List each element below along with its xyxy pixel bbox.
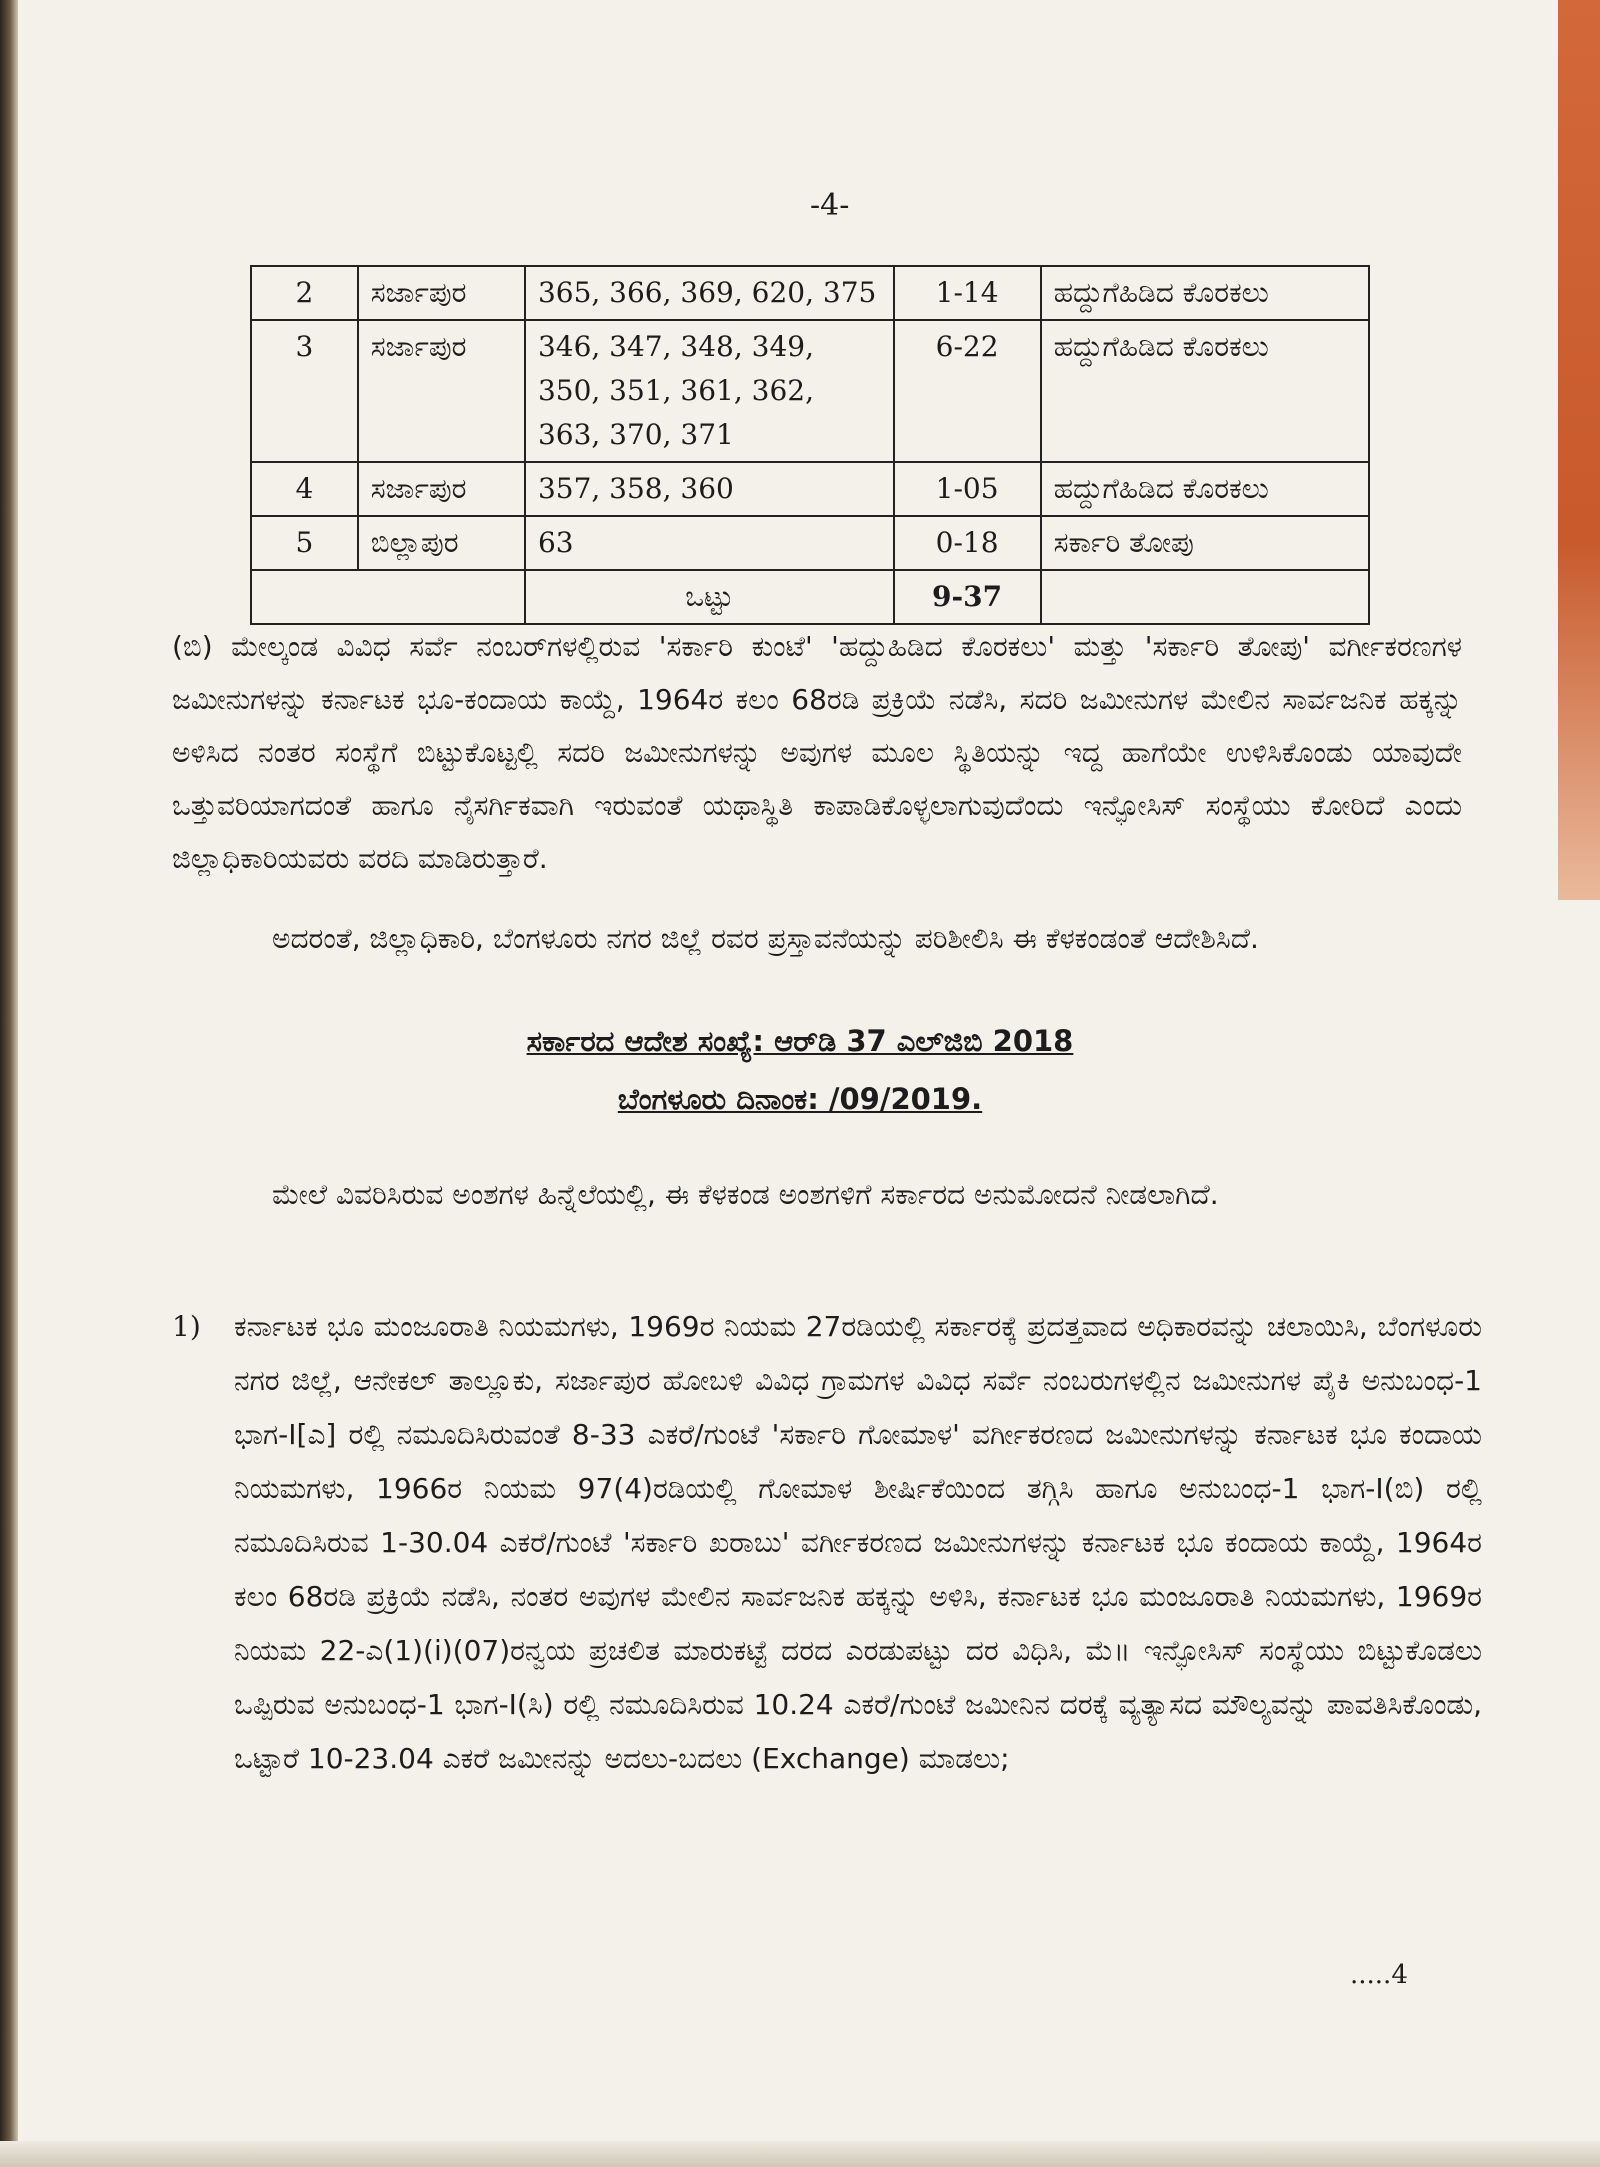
land-classification: ಸರ್ಕಾರಿ ತೋಪು bbox=[1041, 516, 1369, 570]
land-classification: ಹದ್ದುಗೆಹಿಡಿದ ಕೊರಕಲು bbox=[1041, 320, 1369, 462]
order-heading: ಸರ್ಕಾರದ ಆದೇಶ ಸಂಖ್ಯೆ: ಆರ್‌ಡಿ 37 ಎಲ್‌ಜಿಬಿ 2018 bbox=[526, 1024, 1074, 1058]
order-item-1 bbox=[172, 1300, 1482, 1786]
village-name: ಸರ್ಜಾಪುರ bbox=[358, 462, 525, 516]
village-name: ಸರ್ಜಾಪುರ bbox=[358, 266, 525, 320]
table-row bbox=[251, 320, 1369, 462]
continuation-marker: .....4 bbox=[1350, 1960, 1408, 1990]
table-row bbox=[251, 462, 1369, 516]
order-item-marker: 1) bbox=[172, 1310, 201, 1343]
order-item-text: ಕರ್ನಾಟಕ ಭೂ ಮಂಜೂರಾತಿ ನಿಯಮಗಳು, 1969ರ ನಿಯಮ 27ರಡಿಯಲ್ಲಿ ಸರ್ಕಾರಕ್ಕೆ ಪ್ರದತ್ತವಾದ ಅಧಿಕಾರವನ್ನು ಚಲಾಯಿಸಿ, ಬೆಂಗಳೂರು ನಗರ ಜಿಲ್ಲೆ, ಆನೇಕಲ್ ತಾಲ್ಲೂಕು, ಸರ್ಜಾಪುರ ಹೋಬಳಿ ವಿವಿಧ ಗ್ರಾಮಗಳ ವಿವಿಧ ಸರ್ವೆ ನಂಬರುಗಳಲ್ಲಿನ ಜಮೀನುಗಳ ಪೈಕಿ ಅನುಬಂಧ-1 ಭಾಗ-I[ಎ] ರಲ್ಲಿ ನಮೂದಿಸಿರುವಂತೆ 8-33 ಎಕರೆ/ಗುಂಟೆ 'ಸರ್ಕಾರಿ ಗೋಮಾಳ' ವರ್ಗೀಕರಣದ ಜಮೀನುಗಳನ್ನು ಕರ್ನಾಟಕ ಭೂ ಕಂದಾಯ ನಿಯಮಗಳು, 1966ರ ನಿಯಮ 97(4)ರಡಿಯಲ್ಲಿ ಗೋಮಾಳ ಶೀರ್ಷಿಕೆಯಿಂದ ತಗ್ಗಿಸಿ ಹಾಗೂ ಅನುಬಂಧ-1 ಭಾಗ-I(ಬಿ) ರಲ್ಲಿ ನಮೂದಿಸಿರುವ 1-30.04 ಎಕರೆ/ಗುಂಟೆ 'ಸರ್ಕಾರಿ ಖರಾಬು' ವರ್ಗೀಕರಣದ ಜಮೀನುಗಳನ್ನು ಕರ್ನಾಟಕ ಭೂ ಕಂದಾಯ ಕಾಯ್ದೆ, 1964ರ ಕಲಂ 68ರಡಿ ಪ್ರಕ್ರಿಯೆ ನಡೆಸಿ, ನಂತರ ಅವುಗಳ ಮೇಲಿನ ಸಾರ್ವಜನಿಕ ಹಕ್ಕನ್ನು ಅಳಿಸಿ, ಕರ್ನಾಟಕ ಭೂ ಮಂಜೂರಾತಿ ನಿಯಮಗಳು, 1969ರ ನಿಯಮ 22-ಎ(1)(i)(07)ರನ್ವಯ ಪ್ರಚಲಿತ ಮಾರುಕಟ್ಟೆ ದರದ ಎರಡುಪಟ್ಟು ದರ ವಿಧಿಸಿ, ಮೆ॥ ಇನ್ಫೋಸಿಸ್ ಸಂಸ್ಥೆಯು ಬಿಟ್ಟುಕೊಡಲು ಒಪ್ಪಿರುವ ಅನುಬಂಧ-1 ಭಾಗ-I(ಸಿ) ರಲ್ಲಿ ನಮೂದಿಸಿರುವ 10.24 ಎಕರೆ/ಗುಂಟೆ ಜಮೀನಿನ ದರಕ್ಕೆ ವ್ಯತ್ಯಾಸದ ಮೌಲ್ಯವನ್ನು ಪಾವತಿಸಿಕೊಂಡು, ಒಟ್ಟಾರೆ 10-23.04 ಎಕರೆ ಜಮೀನನ್ನು ಅದಲು-ಬದಲು (Exchange) ಮಾಡಲು; bbox=[234, 1310, 1482, 1775]
extent: 1-05 bbox=[894, 462, 1041, 516]
survey-numbers: 365, 366, 369, 620, 375 bbox=[525, 266, 894, 320]
village-name: ಬಿಲ್ಲಾಪುರ bbox=[358, 516, 525, 570]
paragraph-b: (ಬಿ) ಮೇಲ್ಕಂಡ ವಿವಿಧ ಸರ್ವೆ ನಂಬರ್‌ಗಳಲ್ಲಿರುವ 'ಸರ್ಕಾರಿ ಕುಂಟೆ' 'ಹದ್ದುಹಿಡಿದ ಕೊರಕಲು' ಮತ್ತು 'ಸರ್ಕಾರಿ ತೋಪು' ವರ್ಗೀಕರಣಗಳ ಜಮೀನುಗಳನ್ನು ಕರ್ನಾಟಕ ಭೂ-ಕಂದಾಯ ಕಾಯ್ದೆ, 1964ರ ಕಲಂ 68ರಡಿ ಪ್ರಕ್ರಿಯೆ ನಡೆಸಿ, ಸದರಿ ಜಮೀನುಗಳ ಮೇಲಿನ ಸಾರ್ವಜನಿಕ ಹಕ್ಕನ್ನು ಅಳಿಸಿದ ನಂತರ ಸಂಸ್ಥೆಗೆ ಬಿಟ್ಟುಕೊಟ್ಟಲ್ಲಿ ಸದರಿ ಜಮೀನುಗಳನ್ನು ಅವುಗಳ ಮೂಲ ಸ್ಥಿತಿಯನ್ನು ಇದ್ದ ಹಾಗೆಯೇ ಉಳಿಸಿಕೊಂಡು ಯಾವುದೇ ಒತ್ತುವರಿಯಾಗದಂತೆ ಹಾಗೂ ನೈಸರ್ಗಿಕವಾಗಿ ಇರುವಂತೆ ಯಥಾಸ್ಥಿತಿ ಕಾಪಾಡಿಕೊಳ್ಳಲಾಗುವುದೆಂದು ಇನ್ಫೋಸಿಸ್ ಸಂಸ್ಥೆಯು ಕೋರಿದೆ ಎಂದು ಜಿಲ್ಲಾಧಿಕಾರಿಯವರು ವರದಿ ಮಾಡಿರುತ್ತಾರೆ. bbox=[172, 630, 1462, 875]
survey-numbers: 346, 347, 348, 349, 350, 351, 361, 362, 363, 370, 371 bbox=[525, 320, 894, 462]
land-classification: ಹದ್ದುಗೆಹಿಡಿದ ಕೊರಕಲು bbox=[1041, 462, 1369, 516]
survey-numbers: 63 bbox=[525, 516, 894, 570]
table-total-row bbox=[251, 570, 1369, 624]
survey-numbers: 357, 358, 360 bbox=[525, 462, 894, 516]
extent: 6-22 bbox=[894, 320, 1041, 462]
page-number: -4- bbox=[810, 188, 850, 223]
total-extent: 9-37 bbox=[894, 570, 1041, 624]
serial-number: 4 bbox=[251, 462, 358, 516]
empty-cell bbox=[251, 570, 525, 624]
extent: 1-14 bbox=[894, 266, 1041, 320]
total-label: ಒಟ್ಟು bbox=[525, 570, 894, 624]
village-name: ಸರ್ಜಾಪುರ bbox=[358, 320, 525, 462]
serial-number: 2 bbox=[251, 266, 358, 320]
land-classification: ಹದ್ದುಗೆಹಿಡಿದ ಕೊರಕಲು bbox=[1041, 266, 1369, 320]
table-row bbox=[251, 266, 1369, 320]
table-row bbox=[251, 516, 1369, 570]
empty-cell bbox=[1041, 570, 1369, 624]
extent: 0-18 bbox=[894, 516, 1041, 570]
serial-number: 5 bbox=[251, 516, 358, 570]
serial-number: 3 bbox=[251, 320, 358, 462]
paragraph-accordingly: ಅದರಂತೆ, ಜಿಲ್ಲಾಧಿಕಾರಿ, ಬೆಂಗಳೂರು ನಗರ ಜಿಲ್ಲೆ ರವರ ಪ್ರಸ್ತಾವನೆಯನ್ನು ಪರಿಶೀಲಿಸಿ ಈ ಕೆಳಕಂಡಂತೆ ಆದೇಶಿಸಿದೆ. bbox=[272, 922, 1259, 955]
land-details-table bbox=[250, 265, 1370, 625]
paragraph-approval: ಮೇಲೆ ವಿವರಿಸಿರುವ ಅಂಶಗಳ ಹಿನ್ನೆಲೆಯಲ್ಲಿ, ಈ ಕೆಳಕಂಡ ಅಂಶಗಳಿಗೆ ಸರ್ಕಾರದ ಅನುಮೋದನೆ ನೀಡಲಾಗಿದೆ. bbox=[272, 1178, 1219, 1211]
order-date: ಬೆಂಗಳೂರು ದಿನಾಂಕ: /09/2019. bbox=[617, 1082, 983, 1116]
